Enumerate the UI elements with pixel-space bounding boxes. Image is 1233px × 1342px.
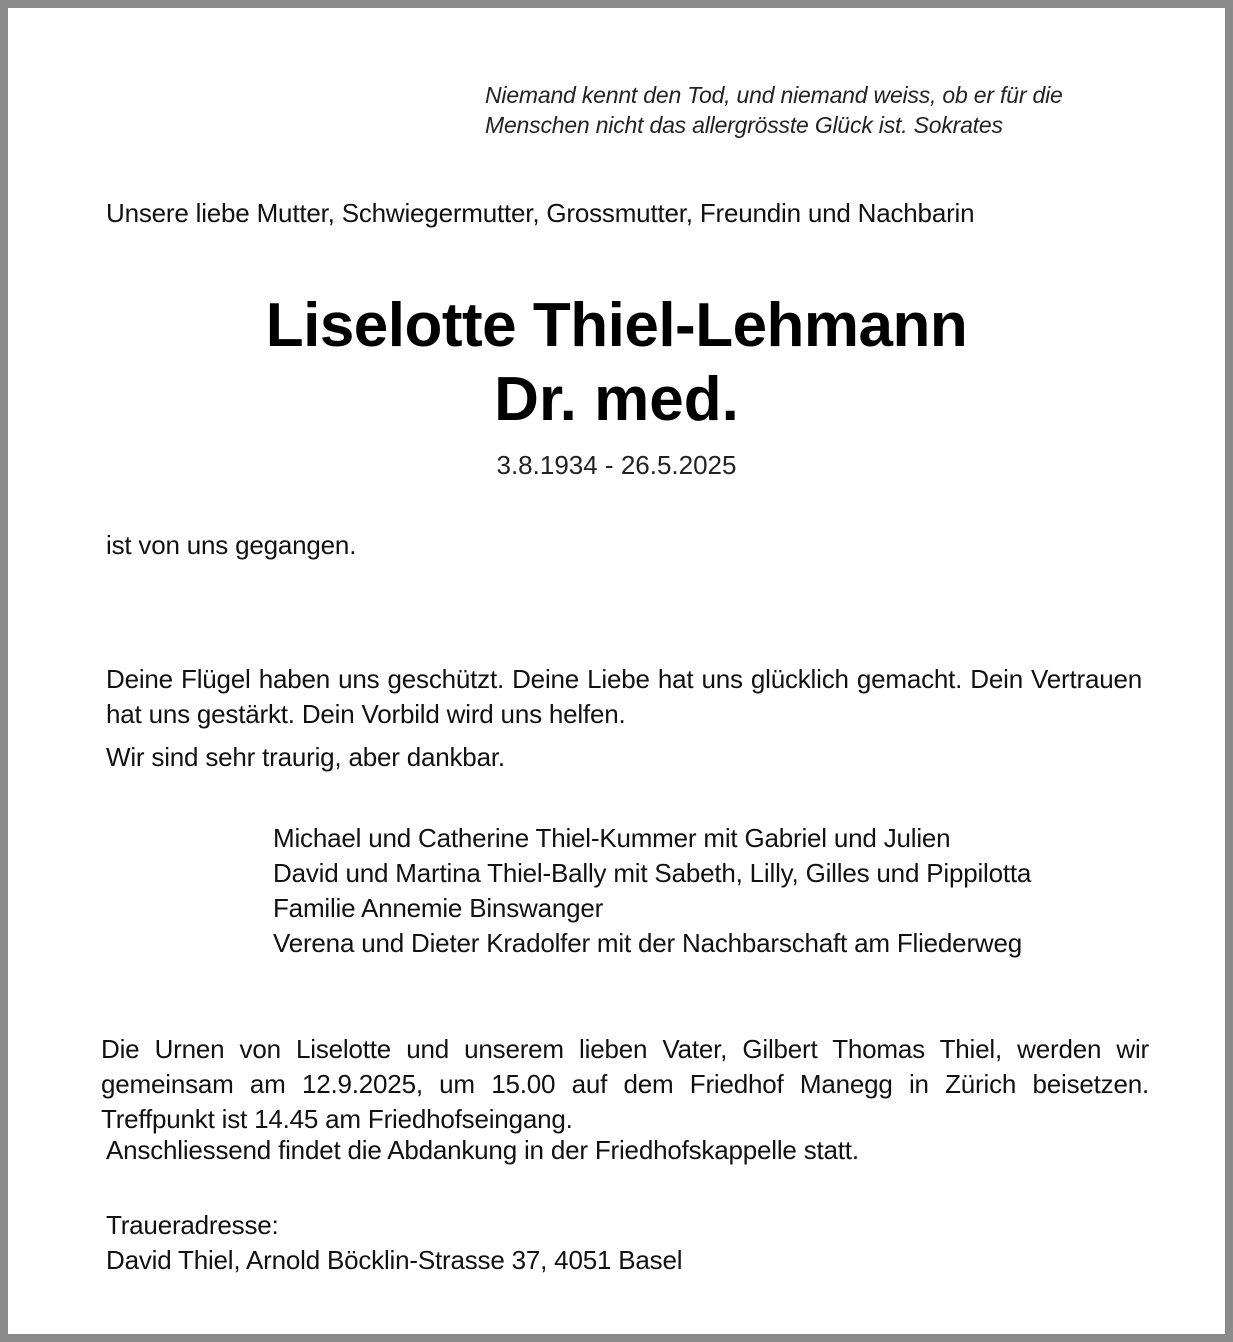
address-label: Traueradresse: [106, 1210, 279, 1240]
thanks-line: Wir sind sehr traurig, aber dankbar. [106, 742, 505, 772]
deceased-title: Dr. med. [494, 365, 739, 434]
quote-line-1: Niemand kennt den Tod, und niemand weiss, ob er für die [485, 82, 1063, 108]
wings-paragraph: Deine Flügel haben uns geschützt. Deine Liebe hat uns glücklich gemacht. Dein Vertrauen hat uns gestärkt. Dein Vorbild wird uns helfen. [106, 664, 1142, 729]
family-entry: David und Martina Thiel-Bally mit Sabeth, Lilly, Gilles und Pippilotta [273, 858, 1032, 888]
quote-line-2: Menschen nicht das allergrösste Glück ist. Sokrates [485, 112, 1003, 138]
deceased-name: Liselotte Thiel-Lehmann [265, 291, 968, 360]
family-entry: Michael und Catherine Thiel-Kummer mit Gabriel und Julien [273, 823, 951, 853]
intro-line: Unsere liebe Mutter, Schwiegermutter, Grossmutter, Freundin und Nachbarin [106, 198, 975, 228]
sokrates-quote [485, 80, 1063, 140]
farewell-line: Anschliessend findet die Abdankung in der Friedhofskappelle statt. [106, 1135, 859, 1165]
mourning-address [106, 1208, 682, 1278]
family-entry: Verena und Dieter Kradolfer mit der Nachbarschaft am Fliederweg [273, 928, 1022, 958]
life-dates: 3.8.1934 - 26.5.2025 [496, 450, 737, 480]
family-entry: Familie Annemie Binswanger [273, 893, 604, 923]
urn-burial-paragraph: Die Urnen von Liselotte und unserem lieben Vater, Gilbert Thomas Thiel, werden wir gemeinsam am 12.9.2025, um 15.00 auf dem Friedhof Manegg in Zürich beisetzen. Treffpunkt ist 14.45 am Friedhofseingang. [101, 1034, 1149, 1134]
obituary-page [8, 8, 1225, 1334]
gone-line: ist von uns gegangen. [106, 530, 357, 560]
family-list [273, 821, 1031, 961]
address-value: David Thiel, Arnold Böcklin-Strasse 37, 4051 Basel [106, 1245, 683, 1275]
